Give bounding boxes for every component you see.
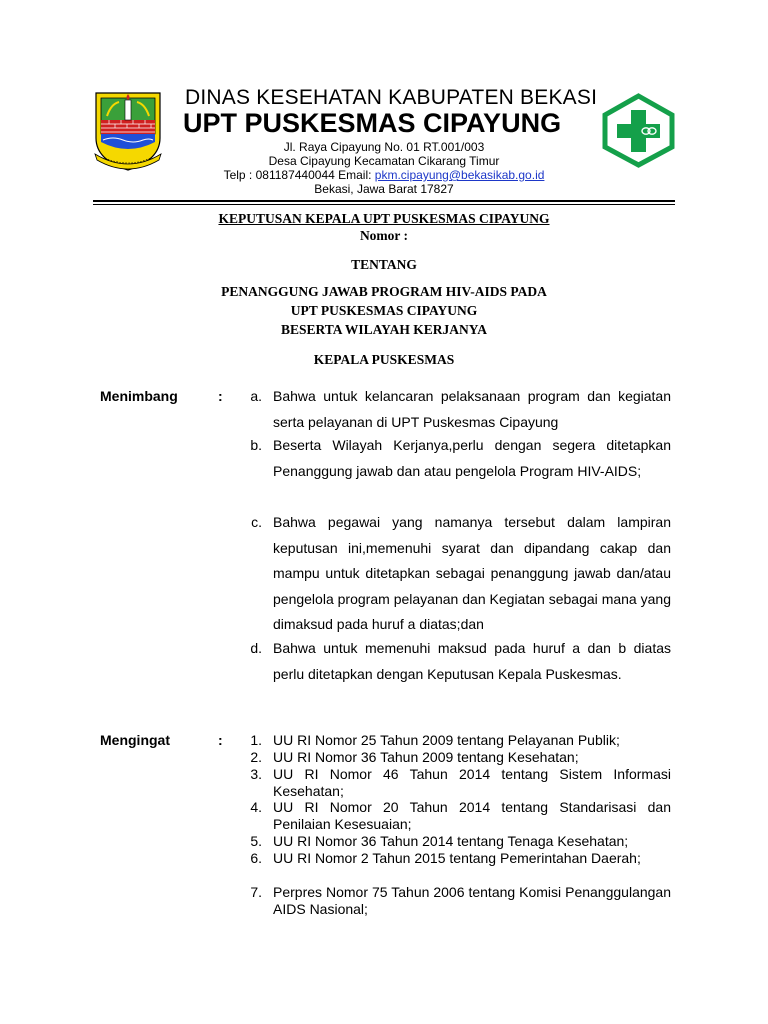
- email-link[interactable]: pkm.cipayung@bekasikab.go.id: [374, 168, 545, 182]
- village-line: Desa Cipayung Kecamatan Cikarang Timur: [268, 154, 500, 168]
- mengingat-label: Mengingat: [100, 732, 170, 748]
- mengingat-item: UU RI Nomor 2 Tahun 2015 tentang Pemerintahan Daerah;: [273, 850, 641, 866]
- list-marker: 4.: [250, 799, 262, 815]
- list-marker: d.: [250, 640, 262, 656]
- contact-prefix: Telp : 081187440044 Email:: [223, 168, 375, 182]
- letterhead-rule-thick: [93, 200, 675, 202]
- menimbang-item: Bahwa untuk kelancaran pelaksanaan program dan kegiatan serta pelayanan di UPT Puskesmas Cipayung: [273, 388, 671, 430]
- subject-line: PENANGGUNG JAWAB PROGRAM HIV-AIDS PADA: [221, 284, 547, 299]
- mengingat-item: UU RI Nomor 36 Tahun 2014 tentang Tenaga Kesehatan;: [273, 833, 629, 849]
- mengingat-item: UU RI Nomor 25 Tahun 2009 tentang Pelayanan Publik;: [273, 732, 620, 748]
- list-marker: 6.: [250, 850, 262, 866]
- menimbang-item: Bahwa pegawai yang namanya tersebut dalam lampiran keputusan ini,memenuhi syarat dan dipandang cakap dan mampu untuk ditetapkan sebagai penanggung jawab dan/atau pengelola program pelayanan dan Kegiatan sebagai mana yang dimaksud pada huruf a diatas;dan: [273, 514, 671, 632]
- contact-line: [200, 168, 568, 182]
- menimbang-item: Bahwa untuk memenuhi maksud pada huruf a dan b diatas perlu ditetapkan dengan Keputusan Kepala Puskesmas.: [273, 640, 671, 682]
- mengingat-item: UU RI Nomor 20 Tahun 2014 tentang Standarisasi dan Penilaian Kesesuaian;: [273, 799, 671, 832]
- list-marker: a.: [250, 388, 262, 404]
- mengingat-colon: :: [218, 732, 223, 748]
- subject-line: BESERTA WILAYAH KERJANYA: [280, 322, 488, 337]
- institution-name: UPT PUSKESMAS CIPAYUNG: [183, 108, 562, 138]
- list-marker: b.: [250, 437, 262, 453]
- menimbang-colon: :: [218, 388, 223, 404]
- mengingat-item: UU RI Nomor 36 Tahun 2009 tentang Kesehatan;: [273, 749, 579, 765]
- puskesmas-logo: [602, 93, 675, 168]
- menimbang-item: Beserta Wilayah Kerjanya,perlu dengan segera ditetapkan Penanggung jawab dan atau pengelola Program HIV-AIDS;: [273, 437, 671, 479]
- list-marker: 7.: [250, 884, 262, 900]
- menimbang-label: Menimbang: [100, 388, 178, 404]
- list-marker: 3.: [250, 766, 262, 782]
- tentang-heading: TENTANG: [351, 257, 417, 272]
- list-marker: 1.: [250, 732, 262, 748]
- address-line: Jl. Raya Cipayung No. 01 RT.001/003: [283, 140, 485, 154]
- subject-line: UPT PUSKESMAS CIPAYUNG: [290, 303, 478, 318]
- list-marker: c.: [251, 514, 262, 530]
- decree-number: Nomor :: [359, 228, 409, 243]
- letterhead-rule-thin: [93, 204, 675, 205]
- decree-title: KEPUTUSAN KEPALA UPT PUSKESMAS CIPAYUNG: [218, 211, 550, 226]
- mengingat-item: Perpres Nomor 75 Tahun 2006 tentang Komisi Penanggulangan AIDS Nasional;: [273, 884, 671, 917]
- city-line: Bekasi, Jawa Barat 17827: [314, 182, 454, 196]
- list-marker: 2.: [250, 749, 262, 765]
- list-marker: 5.: [250, 833, 262, 849]
- mengingat-item: UU RI Nomor 46 Tahun 2014 tentang Sistem Informasi Kesehatan;: [273, 766, 671, 799]
- bekasi-crest-logo: [93, 90, 163, 172]
- agency-name: DINAS KESEHATAN KABUPATEN BEKASI: [185, 86, 598, 109]
- issuer-heading: KEPALA PUSKESMAS: [313, 352, 455, 367]
